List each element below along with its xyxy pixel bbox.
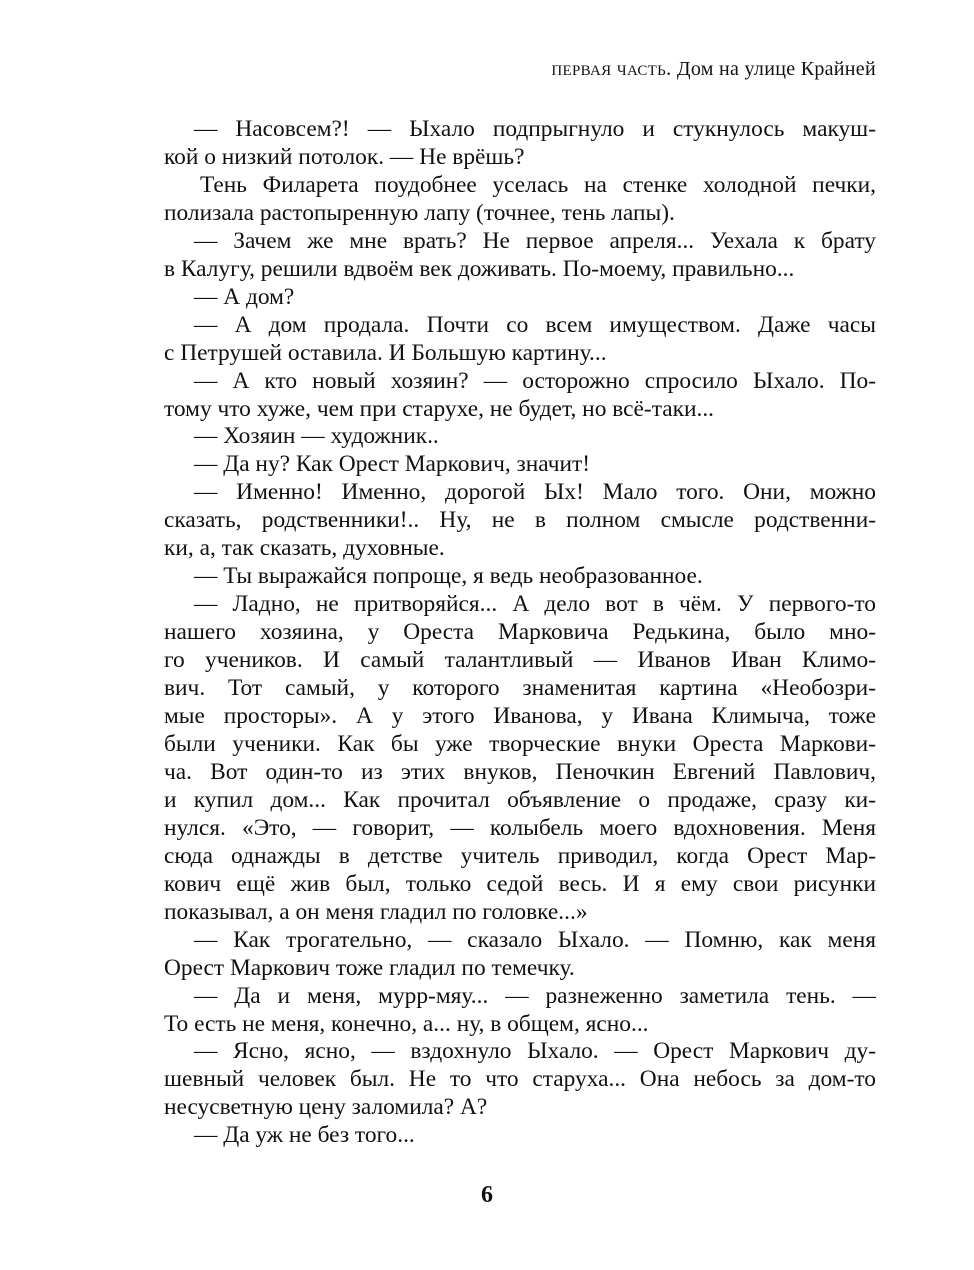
text-line: показывал, а он меня гладил по головке...» <box>164 898 588 925</box>
text-line: — Хозяин — художник.. <box>194 423 439 450</box>
text-line: ча. Вот один-то из этих внуков, Пеночкин Евгений Павлович, <box>164 758 876 785</box>
text-line: го учеников. И самый талантливый — Иванов Иван Климо- <box>164 647 876 674</box>
text-line: — Ясно, ясно, — вздохнуло Ыхало. — Орест Маркович ду- <box>194 1038 876 1065</box>
text-line: были ученики. Как бы уже творческие внуки Ореста Маркови- <box>164 730 876 757</box>
running-head-title: Дом на улице Крайней <box>676 58 876 80</box>
text-line: — Насовсем?! — Ыхало подпрыгнуло и стукнулось макуш- <box>194 116 876 142</box>
text-line: мые просторы». А у этого Иванова, у Ивана Климыча, тоже <box>164 703 876 730</box>
text-line: нулся. «Это, — говорит, — колыбель моего вдохновения. Меня <box>164 814 876 841</box>
text-line: Тень Филарета поудобнее уселась на стенке холодной печки, <box>200 171 876 198</box>
text-line: ки, а, так сказать, духовные. <box>164 535 445 562</box>
text-line: тому что хуже, чем при старухе, не будет, но всё-таки... <box>164 395 715 422</box>
text-line: — Ладно, не притворяйся... А дело вот в чём. У первого-то <box>194 591 876 618</box>
text-line: — Да ну? Как Орест Маркович, значит! <box>194 451 591 478</box>
text-line: — Именно! Именно, дорогой Ых! Мало того. Они, можно <box>194 479 876 506</box>
page-number: 6 <box>481 1182 493 1208</box>
text-line: — Да и меня, мурр-мяу... — разнеженно заметила тень. — <box>194 982 876 1009</box>
text-line: — Да уж не без того... <box>194 1122 415 1149</box>
running-head-part: первая часть. <box>551 56 672 80</box>
text-line: в Калугу, решили вдвоём век доживать. По-моему, правильно... <box>164 255 795 282</box>
body-text <box>164 116 876 1150</box>
text-line: То есть не меня, конечно, а... ну, в общем, ясно... <box>164 1010 649 1037</box>
text-line: нашего хозяина, у Ореста Марковича Редькина, было мно- <box>164 619 876 646</box>
running-head <box>164 56 876 81</box>
text-line: кович ещё жив был, только седой весь. И я ему свои рисунки <box>164 870 876 897</box>
text-line: сказать, родственники!.. Ну, не в полном смысле родственни- <box>164 507 876 534</box>
text-line: — Как трогательно, — сказало Ыхало. — Помню, как меня <box>194 926 876 953</box>
text-line: несусветную цену заломила? А? <box>164 1094 488 1121</box>
text-line: — А дом продала. Почти со всем имуществом. Даже часы <box>194 311 876 338</box>
text-line: — Зачем же мне врать? Не первое апреля... Уехала к брату <box>194 227 876 254</box>
text-line: — А кто новый хозяин? — осторожно спросило Ыхало. По- <box>194 367 876 394</box>
text-line: кой о низкий потолок. — Не врёшь? <box>164 143 525 170</box>
text-line: полизала растопыренную лапу (точнее, тень лапы). <box>164 199 675 226</box>
text-line: шевный человек был. Не то что старуха... Она небось за дом-то <box>164 1066 876 1093</box>
text-line: — А дом? <box>194 283 295 310</box>
text-line: и купил дом... Как прочитал объявление о продаже, сразу ки- <box>164 786 876 813</box>
text-line: вич. Тот самый, у которого знаменитая картина «Необозри- <box>164 675 876 702</box>
text-line: сюда однажды в детстве учитель приводил, когда Орест Мар- <box>164 842 876 869</box>
text-line: — Ты выражайся попроще, я ведь необразованное. <box>194 563 703 590</box>
text-line: с Петрушей оставила. И Большую картину... <box>164 339 607 366</box>
text-line: Орест Маркович тоже гладил по темечку. <box>164 954 575 981</box>
